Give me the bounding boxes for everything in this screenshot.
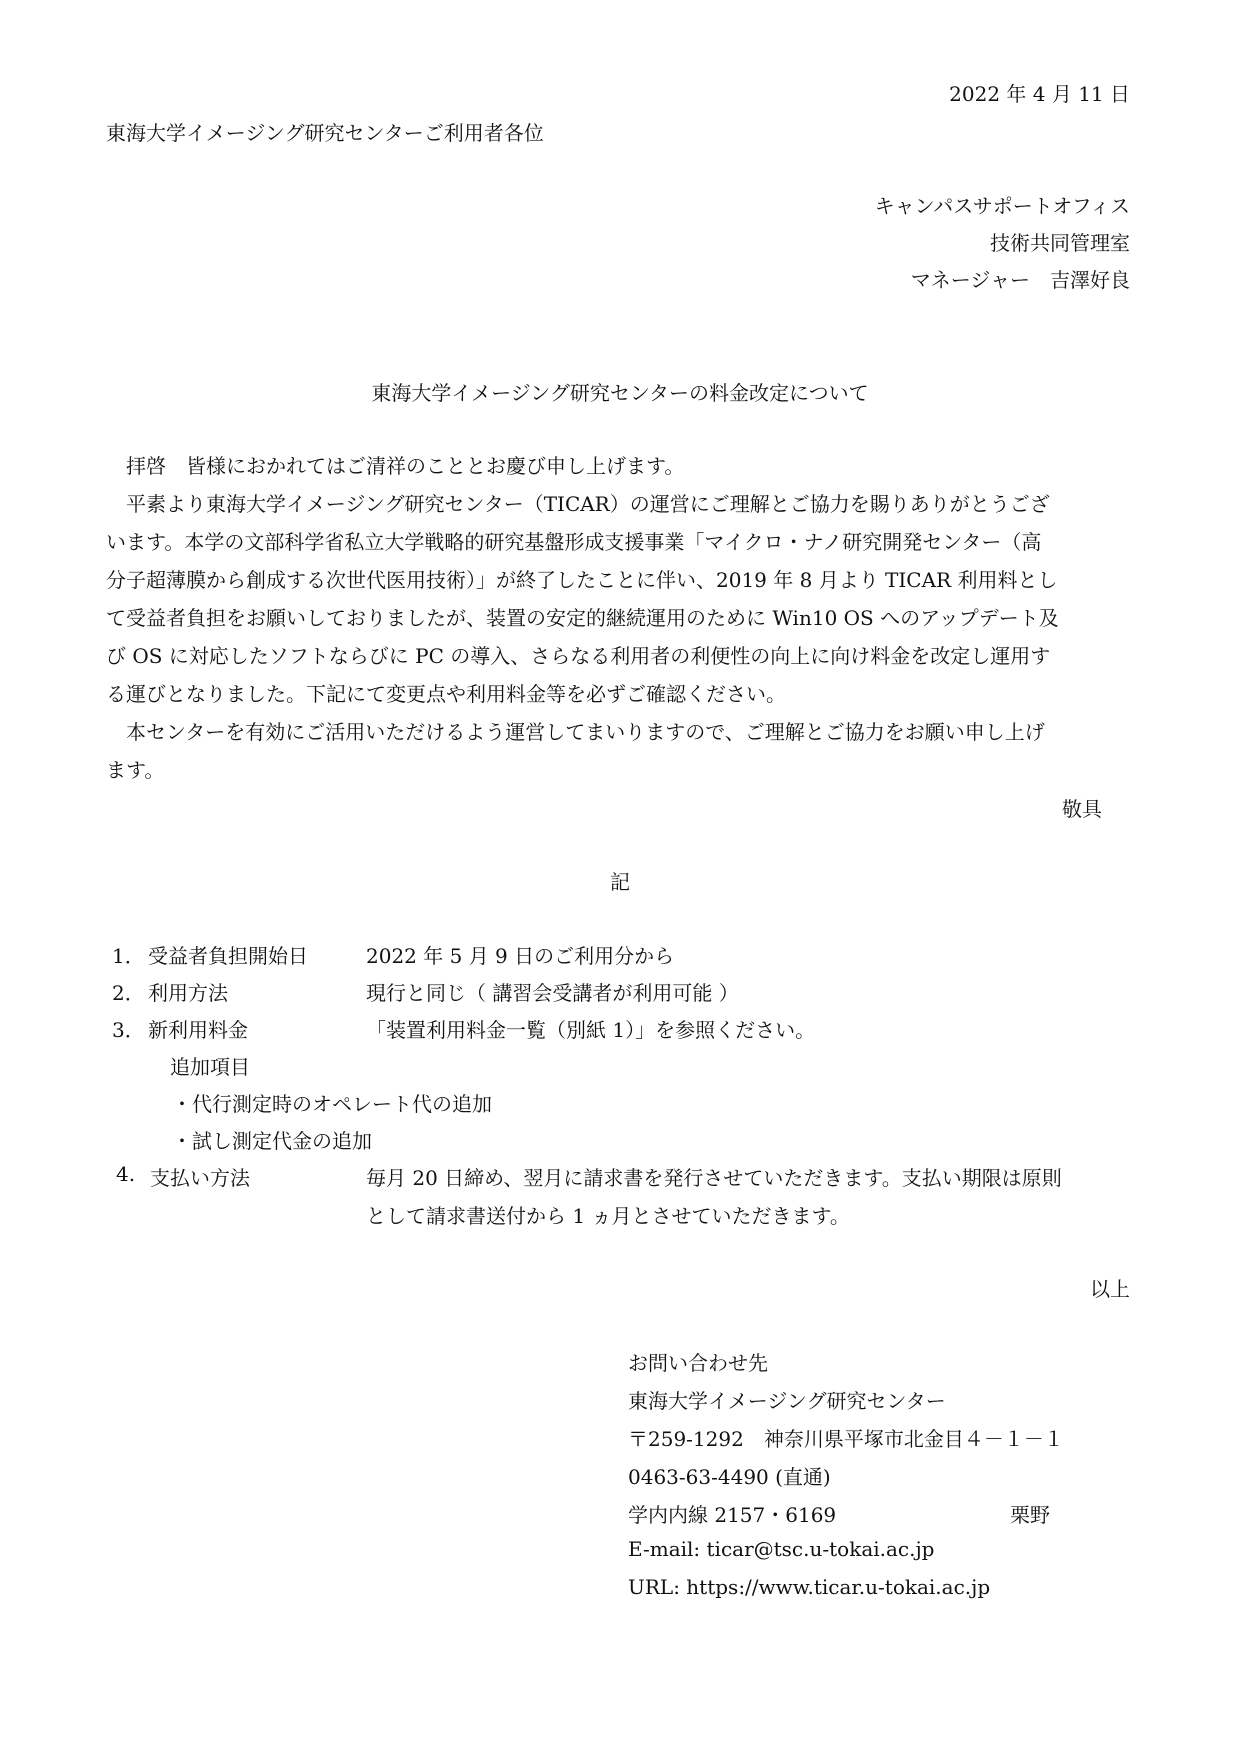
contact-org: 東海大学イメージング研究センター [628, 1389, 946, 1413]
letter-date: 2022 年 4 月 11 日 [949, 82, 1130, 106]
item-label: 新利用料金 [148, 1018, 248, 1042]
recipient: 東海大学イメージング研究センターご利用者各位 [106, 121, 544, 145]
item-value: 現行と同じ（ 講習会受講者が利用可能 ） [366, 981, 739, 1005]
item-value: 「装置利用料金一覧（別紙 1）」を参照ください。 [366, 1018, 816, 1042]
item-label: 利用方法 [148, 981, 228, 1005]
item-value: として請求書送付から 1 ヵ月とさせていただきます。 [366, 1204, 850, 1228]
closing-keigu: 敬具 [1062, 797, 1102, 821]
body-line: る運びとなりました。下記にて変更点や利用料金等を必ずご確認ください。 [106, 682, 786, 706]
body-line: います。本学の文部科学省私立大学戦略的研究基盤形成支援事業「マイクロ・ナノ研究開発センター（高 [106, 530, 1042, 554]
page-title: 東海大学イメージング研究センターの料金改定について [371, 381, 869, 405]
ki-heading: 記 [610, 870, 630, 894]
body-line: 平素より東海大学イメージング研究センター（TICAR）の運営にご理解とご協力を賜りありがとうござ [126, 492, 1050, 516]
contact-extension: 学内内線 2157・6169 [628, 1503, 837, 1527]
item-number: 2． [112, 981, 145, 1005]
contact-address: 〒259-1292 神奈川県平塚市北金目４－１－１ [628, 1427, 1064, 1451]
item-number: 1． [112, 944, 145, 968]
contact-heading: お問い合わせ先 [628, 1351, 768, 1375]
contact-person: 栗野 [1010, 1503, 1050, 1527]
item-value: 2022 年 5 月 9 日のご利用分から [366, 944, 675, 968]
body-line: び OS に対応したソフトならびに PC の導入、さらなる利用者の利便性の向上に向け料金を改定し運用す [106, 644, 1051, 668]
additional-item: ・試し測定代金の追加 [172, 1129, 372, 1153]
body-line: 分子超薄膜から創成する次世代医用技術）」が終了したことに伴い、2019 年 8 月より TICAR 利用料とし [106, 568, 1058, 592]
body-line: て受益者負担をお願いしておりましたが、装置の安定的継続運用のために Win10 OS へのアップデート及 [106, 606, 1059, 630]
item-number: 3． [112, 1018, 145, 1042]
item-label: 受益者負担開始日 [148, 944, 308, 968]
additional-items-heading: 追加項目 [170, 1055, 250, 1079]
item-value: 毎月 20 日締め、翌月に請求書を発行させていただきます。支払い期限は原則 [366, 1166, 1062, 1190]
sender-manager: マネージャー 吉澤好良 [910, 268, 1130, 292]
greeting-paragraph: 拝啓 皆様におかれてはご清祥のこととお慶び申し上げます。 [126, 454, 685, 478]
sender-department: 技術共同管理室 [990, 231, 1130, 255]
end-ijo: 以上 [1090, 1277, 1130, 1301]
item-label: 支払い方法 [150, 1166, 250, 1190]
body-line: ます。 [106, 758, 165, 782]
additional-item: ・代行測定時のオペレート代の追加 [172, 1092, 492, 1116]
body-line: 本センターを有効にご活用いただけるよう運営してまいりますので、ご理解とご協力をお願い申し上げ [126, 720, 1045, 744]
contact-email-link[interactable]: E-mail: ticar@tsc.u-tokai.ac.jp [628, 1537, 935, 1561]
contact-phone: 0463-63-4490 (直通) [628, 1465, 831, 1489]
item-number: 4. [116, 1162, 136, 1186]
sender-office: キャンパスサポートオフィス [874, 194, 1130, 218]
contact-url-link[interactable]: URL: https://www.ticar.u-tokai.ac.jp [628, 1575, 991, 1599]
